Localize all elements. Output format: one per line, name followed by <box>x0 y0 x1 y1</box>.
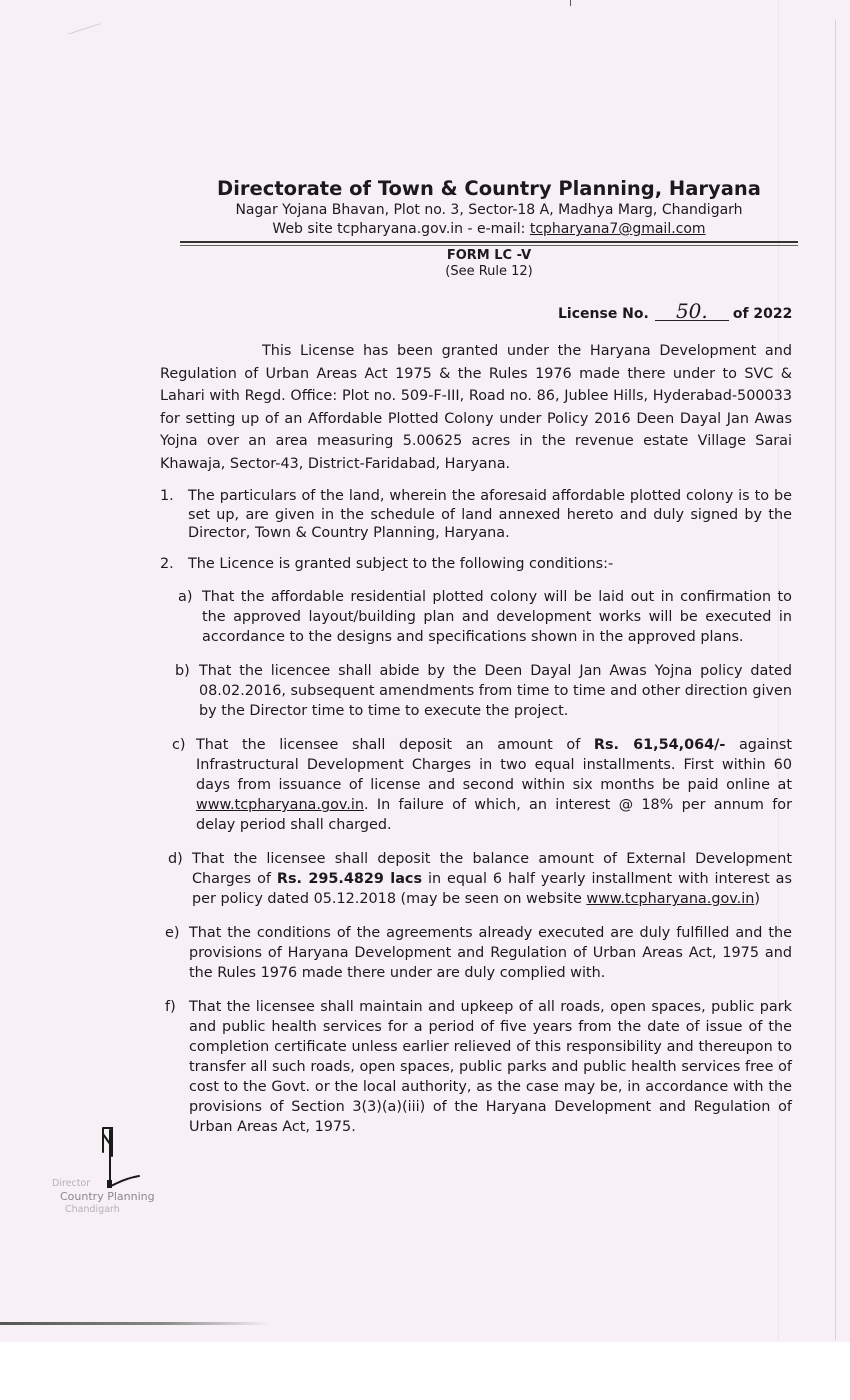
condition-marker: a) <box>178 589 193 605</box>
scan-mark <box>570 0 571 6</box>
list-item <box>160 555 792 574</box>
condition-e <box>165 923 792 983</box>
condition-text-part: . In failure of which, an interest @ 18% per annum for delay period shall charged. <box>196 797 792 833</box>
form-name: FORM LC -V <box>446 248 532 263</box>
organization-contact <box>180 220 798 239</box>
item-marker: 1. <box>160 488 174 504</box>
header-rules <box>180 241 798 246</box>
website-link[interactable]: www.tcpharyana.gov.in <box>196 797 364 813</box>
condition-text-part: That the licensee shall deposit an amount of <box>196 737 594 753</box>
email-link[interactable]: tcpharyana7@gmail.com <box>529 221 706 237</box>
header-rule <box>180 241 798 243</box>
condition-d <box>168 849 792 909</box>
website-text: Web site tcpharyana.gov.in - e-mail: <box>272 221 530 237</box>
list-item <box>160 487 792 543</box>
letterhead <box>180 176 798 280</box>
organization-address: Nagar Yojana Bhavan, Plot no. 3, Sector-18 A, Madhya Marg, Chandigarh <box>235 202 743 218</box>
website-link[interactable]: www.tcpharyana.gov.in <box>586 891 755 907</box>
item-marker: 2. <box>160 555 174 572</box>
header-rule-secondary <box>180 245 798 246</box>
condition-f <box>165 997 792 1137</box>
stamp-line: Director <box>52 1178 91 1189</box>
condition-text-part: That the licensee shall deposit the balance amount of External Development Charges of <box>192 851 792 887</box>
condition-b <box>175 661 792 721</box>
organization-title: Directorate of Town & Country Planning, Haryana <box>217 177 761 200</box>
condition-text-part: against Infrastructural Development Charges in two equal installments. First within 60 days from issuance of license and second within six months be paid online at <box>196 737 792 793</box>
item-text: The Licence is granted subject to the following conditions:- <box>188 555 614 572</box>
condition-marker: e) <box>165 925 180 941</box>
license-body <box>160 340 792 1137</box>
condition-marker: b) <box>175 663 190 679</box>
condition-text: That the conditions of the agreements already executed are duly fulfilled and the provisions of Haryana Development and Regulation of Urban Areas Act, 1975 and the Rules 1976 made there under are duly complied with. <box>189 925 792 981</box>
condition-marker: f) <box>165 999 176 1015</box>
condition-text <box>196 735 792 835</box>
condition-text <box>192 849 792 909</box>
license-label: License No. <box>558 306 649 322</box>
idc-amount: Rs. 61,54,064/- <box>593 737 726 753</box>
condition-text: That the affordable residential plotted colony will be laid out in confirmation to the approved layout/building plan and development works will be executed in accordance to the designs and specifications shown in the approved plans. <box>202 589 792 645</box>
condition-text: That the licensee shall maintain and upkeep of all roads, open spaces, public park and public health services for a period of five years from the date of issue of the completion certificate unless earlier relieved of this responsibility and thereupon to transfer all such roads, open spaces, public parks and public health services free of cost to the Govt. or the local authority, as the case may be, in accordance with the provisions of Section 3(3)(a)(iii) of the Haryana Development and Regulation of Urban Areas Act, 1975. <box>189 999 792 1135</box>
handwritten-signature <box>95 1120 155 1200</box>
item-text: The particulars of the land, wherein the aforesaid affordable plotted colony is to be set up, are given in the schedule of land annexed hereto and duly signed by the Director, Town & Country Planning, Haryana. <box>188 488 792 541</box>
page-bottom-shadow <box>0 1322 270 1325</box>
condition-text-part: in equal 6 half yearly installment with interest as per policy dated 05.12.2018 (may be seen on website <box>192 871 793 907</box>
rule-reference: (See Rule 12) <box>445 264 533 279</box>
condition-c <box>172 735 792 835</box>
edc-amount: Rs. 295.4829 lacs <box>276 871 423 887</box>
page-edge-line <box>835 20 836 1340</box>
condition-marker: d) <box>168 851 183 867</box>
stamp-line: Chandigarh <box>65 1204 120 1215</box>
license-number-line <box>558 299 793 324</box>
stamp-line: Country Planning <box>60 1190 155 1203</box>
condition-a <box>178 587 792 647</box>
condition-text-part: ) <box>754 891 760 907</box>
license-year: of 2022 <box>732 306 793 322</box>
intro-paragraph: This License has been granted under the Haryana Development and Regulation of Urban Areas Act 1975 & the Rules 1976 made there under to SVC & Lahari with Regd. Office: Plot no. 509-F-III, Road no. 86, Jublee Hills, Hyderabad-500033 for setting up of an Affordable Plotted Colony under Policy 2016 Deen Dayal Jan Awas Yojna over an area measuring 5.00625 acres in the revenue estate Village Sarai Khawaja, Sector-43, District-Faridabad, Haryana. <box>160 343 792 472</box>
condition-marker: c) <box>172 737 186 753</box>
condition-text: That the licencee shall abide by the Deen Dayal Jan Awas Yojna policy dated 08.02.2016, subsequent amendments from time to time and other direction given by the Director time to time to execute the project. <box>199 663 792 719</box>
license-number-handwritten: 50. <box>655 302 729 321</box>
